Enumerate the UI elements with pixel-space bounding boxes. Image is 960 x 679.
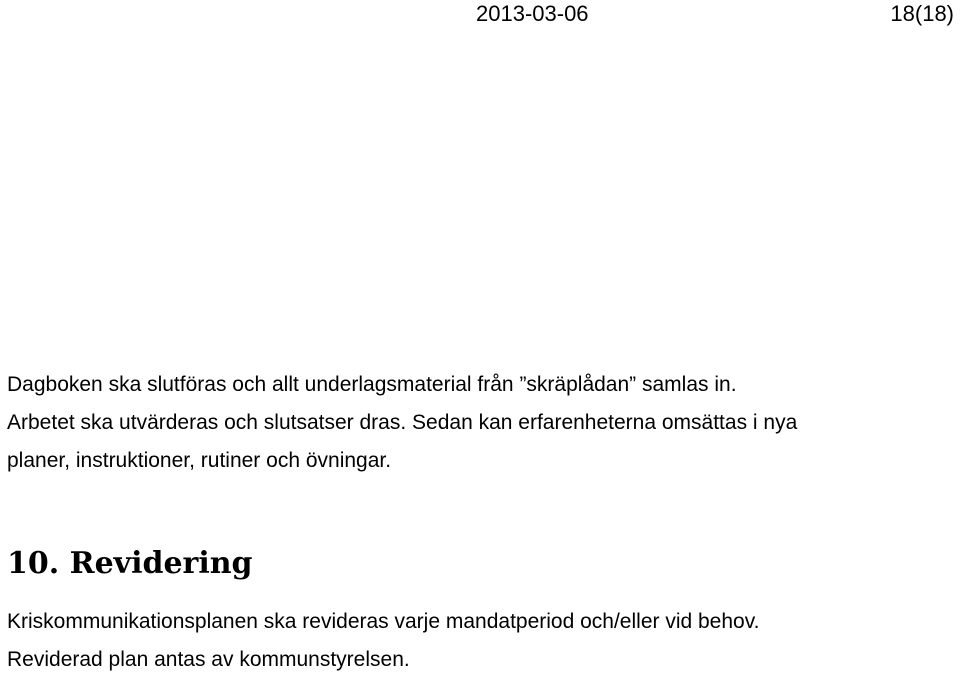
section-heading: 10. Revidering <box>7 546 253 581</box>
evaluation-paragraph <box>7 366 953 480</box>
paragraph-line: Dagboken ska slutföras och allt underlagsmaterial från ”skräplådan” samlas in. <box>7 373 737 396</box>
revision-paragraph <box>7 603 953 679</box>
header-date: 2013-03-06 <box>476 1 589 26</box>
paragraph-line: Arbetet ska utvärderas och slutsatser dras. Sedan kan erfarenheterna omsättas i nya <box>7 411 798 434</box>
paragraph-line: planer, instruktioner, rutiner och övningar. <box>7 449 392 472</box>
header-page-number: 18(18) <box>890 1 954 26</box>
paragraph-line: Reviderad plan antas av kommunstyrelsen. <box>7 648 410 671</box>
paragraph-line: Kriskommunikationsplanen ska revideras varje mandatperiod och/eller vid behov. <box>7 610 760 633</box>
